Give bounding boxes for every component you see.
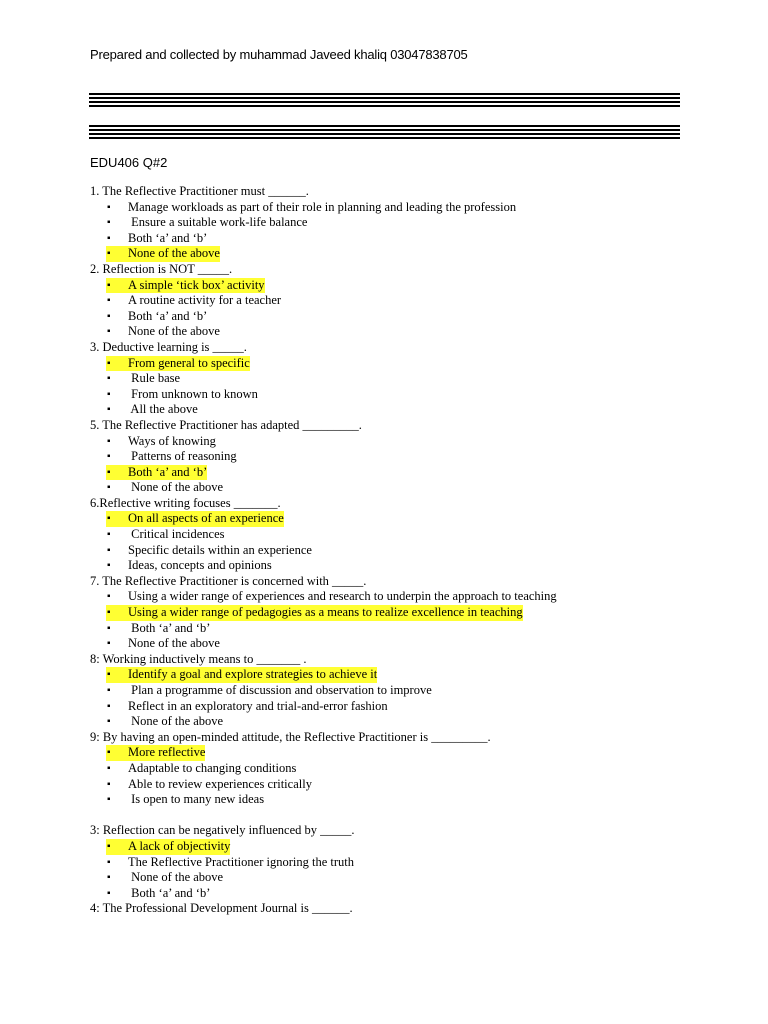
correct-answer-text: Using a wider range of pedagogies as a means to realize excellence in teaching: [128, 605, 523, 620]
answer-option: [90, 324, 710, 340]
square-bullet-icon: ▪: [107, 357, 111, 369]
rule-line: [89, 101, 680, 103]
square-bullet-icon: ▪: [107, 404, 111, 416]
question-text: 5. The Reflective Practitioner has adapted _________.: [90, 417, 362, 432]
rule-line: [89, 97, 680, 99]
correct-answer-text: More reflective: [128, 745, 206, 760]
answer-option: [90, 870, 710, 886]
answer-option: [90, 714, 710, 730]
question-text: 9: By having an open-minded attitude, the Reflective Practitioner is _________.: [90, 729, 491, 744]
answer-option: [90, 527, 710, 543]
option-text: Reflect in an exploratory and trial-and-error fashion: [128, 698, 388, 713]
square-bullet-icon: ▪: [107, 544, 111, 556]
option-text: Both ‘a’ and ‘b’: [128, 308, 208, 323]
question-text: 2. Reflection is NOT _____.: [90, 261, 233, 276]
question-text: 6.Reflective writing focuses _______.: [90, 495, 281, 510]
answer-option: [90, 543, 710, 559]
answer-option: [90, 589, 710, 605]
option-text: Ideas, concepts and opinions: [128, 558, 272, 573]
answer-option: [90, 667, 710, 683]
option-text: Critical incidences: [128, 527, 225, 542]
square-bullet-icon: ▪: [107, 388, 111, 400]
question-text: 4: The Professional Development Journal is ______.: [90, 901, 353, 916]
option-text: Adaptable to changing conditions: [128, 760, 297, 775]
option-text: None of the above: [128, 870, 224, 885]
option-text: Both ‘a’ and ‘b’: [128, 885, 211, 900]
answer-option: [90, 293, 710, 309]
square-bullet-icon: ▪: [107, 794, 111, 806]
correct-answer-text: From general to specific: [128, 355, 250, 370]
answer-option: [90, 636, 710, 652]
answer-option: [90, 371, 710, 387]
answer-option: [90, 215, 710, 231]
question-list: [90, 184, 710, 917]
answer-option: [90, 886, 710, 902]
option-text: Plan a programme of discussion and observation to improve: [128, 683, 432, 697]
square-bullet-icon: ▪: [107, 513, 111, 525]
option-text: The Reflective Practitioner ignoring the truth: [128, 854, 354, 869]
square-bullet-icon: ▪: [107, 217, 111, 229]
correct-answer-text: A lack of objectivity: [128, 838, 231, 853]
square-bullet-icon: ▪: [107, 201, 111, 213]
square-bullet-icon: ▪: [107, 560, 111, 572]
square-bullet-icon: ▪: [107, 622, 111, 634]
answer-option: [90, 761, 710, 777]
answer-option: [90, 511, 710, 527]
answer-option: [90, 356, 710, 372]
option-text: Rule base: [128, 371, 181, 386]
correct-answer-text: A simple ‘tick box’ activity: [128, 277, 265, 292]
answer-option: [90, 309, 710, 325]
square-bullet-icon: ▪: [107, 872, 111, 884]
question-text: 7. The Reflective Practitioner is concerned with _____.: [90, 573, 367, 588]
double-rule-bottom: [89, 125, 680, 141]
rule-line: [89, 105, 680, 107]
square-bullet-icon: ▪: [107, 638, 111, 650]
answer-option: [90, 558, 710, 574]
question-text: 1. The Reflective Practitioner must ______.: [90, 184, 309, 198]
option-text: Patterns of reasoning: [128, 449, 237, 464]
rule-line: [89, 137, 680, 139]
answer-option: [90, 480, 710, 496]
option-text: None of the above: [128, 324, 220, 339]
square-bullet-icon: ▪: [107, 607, 111, 619]
square-bullet-icon: ▪: [107, 887, 111, 899]
square-bullet-icon: ▪: [107, 373, 111, 385]
answer-option: [90, 402, 710, 418]
option-text: None of the above: [128, 480, 224, 495]
answer-option: [90, 699, 710, 715]
option-text: None of the above: [128, 636, 220, 651]
square-bullet-icon: ▪: [107, 747, 111, 759]
square-bullet-icon: ▪: [107, 435, 111, 447]
answer-option: [90, 792, 710, 808]
answer-option: [90, 246, 710, 262]
option-text: All the above: [128, 402, 198, 417]
square-bullet-icon: ▪: [107, 778, 111, 790]
document-header: Prepared and collected by muhammad Javeed khaliq 03047838705: [90, 47, 468, 62]
option-text: None of the above: [128, 714, 224, 729]
rule-line: [89, 93, 680, 95]
answer-option: [90, 839, 710, 855]
answer-option: [90, 278, 710, 294]
square-bullet-icon: ▪: [107, 482, 111, 494]
square-bullet-icon: ▪: [107, 451, 111, 463]
option-text: From unknown to known: [128, 386, 258, 401]
square-bullet-icon: ▪: [107, 716, 111, 728]
option-text: Using a wider range of experiences and research to underpin the approach to teaching: [128, 589, 557, 604]
answer-option: [90, 855, 710, 871]
correct-answer-text: Identify a goal and explore strategies to achieve it: [128, 667, 378, 682]
correct-answer-text: None of the above: [128, 246, 220, 261]
square-bullet-icon: ▪: [107, 669, 111, 681]
square-bullet-icon: ▪: [107, 762, 111, 774]
option-text: Ways of knowing: [128, 433, 216, 448]
option-text: Ensure a suitable work-life balance: [128, 215, 308, 230]
option-text: Both ‘a’ and ‘b’: [128, 230, 208, 245]
question-text: 8: Working inductively means to _______ .: [90, 651, 307, 666]
answer-option: [90, 465, 710, 481]
square-bullet-icon: ▪: [107, 700, 111, 712]
subject-title: EDU406 Q#2: [90, 155, 168, 170]
option-text: Manage workloads as part of their role in planning and leading the profession: [128, 199, 517, 214]
square-bullet-icon: ▪: [107, 248, 111, 260]
answer-option: [90, 745, 710, 761]
rule-line: [89, 125, 680, 127]
answer-option: [90, 449, 710, 465]
square-bullet-icon: ▪: [107, 529, 111, 541]
option-text: Able to review experiences critically: [128, 776, 312, 791]
option-text: Is open to many new ideas: [128, 792, 265, 807]
question-text: 3: Reflection can be negatively influenced by _____.: [90, 823, 355, 838]
option-text: A routine activity for a teacher: [128, 293, 282, 308]
rule-line: [89, 133, 680, 135]
square-bullet-icon: ▪: [107, 840, 111, 852]
answer-option: [90, 200, 710, 216]
square-bullet-icon: ▪: [107, 310, 111, 322]
square-bullet-icon: ▪: [107, 295, 111, 307]
rule-line: [89, 129, 680, 131]
option-text: Both ‘a’ and ‘b’: [128, 620, 211, 635]
question-text: 3. Deductive learning is _____.: [90, 339, 247, 354]
answer-option: [90, 605, 710, 621]
square-bullet-icon: ▪: [107, 232, 111, 244]
answer-option: [90, 387, 710, 403]
correct-answer-text: On all aspects of an experience: [128, 511, 284, 526]
answer-option: [90, 231, 710, 247]
square-bullet-icon: ▪: [107, 466, 111, 478]
answer-option: [90, 621, 710, 637]
answer-option: [90, 777, 710, 793]
square-bullet-icon: ▪: [107, 279, 111, 291]
blank-line: [90, 808, 710, 824]
answer-option: [90, 434, 710, 450]
square-bullet-icon: ▪: [107, 685, 111, 696]
answer-option: [90, 683, 710, 699]
square-bullet-icon: ▪: [107, 591, 111, 603]
double-rule-top: [89, 93, 680, 109]
square-bullet-icon: ▪: [107, 326, 111, 338]
option-text: Specific details within an experience: [128, 542, 312, 557]
correct-answer-text: Both ‘a’ and ‘b’: [128, 464, 208, 479]
square-bullet-icon: ▪: [107, 856, 111, 868]
